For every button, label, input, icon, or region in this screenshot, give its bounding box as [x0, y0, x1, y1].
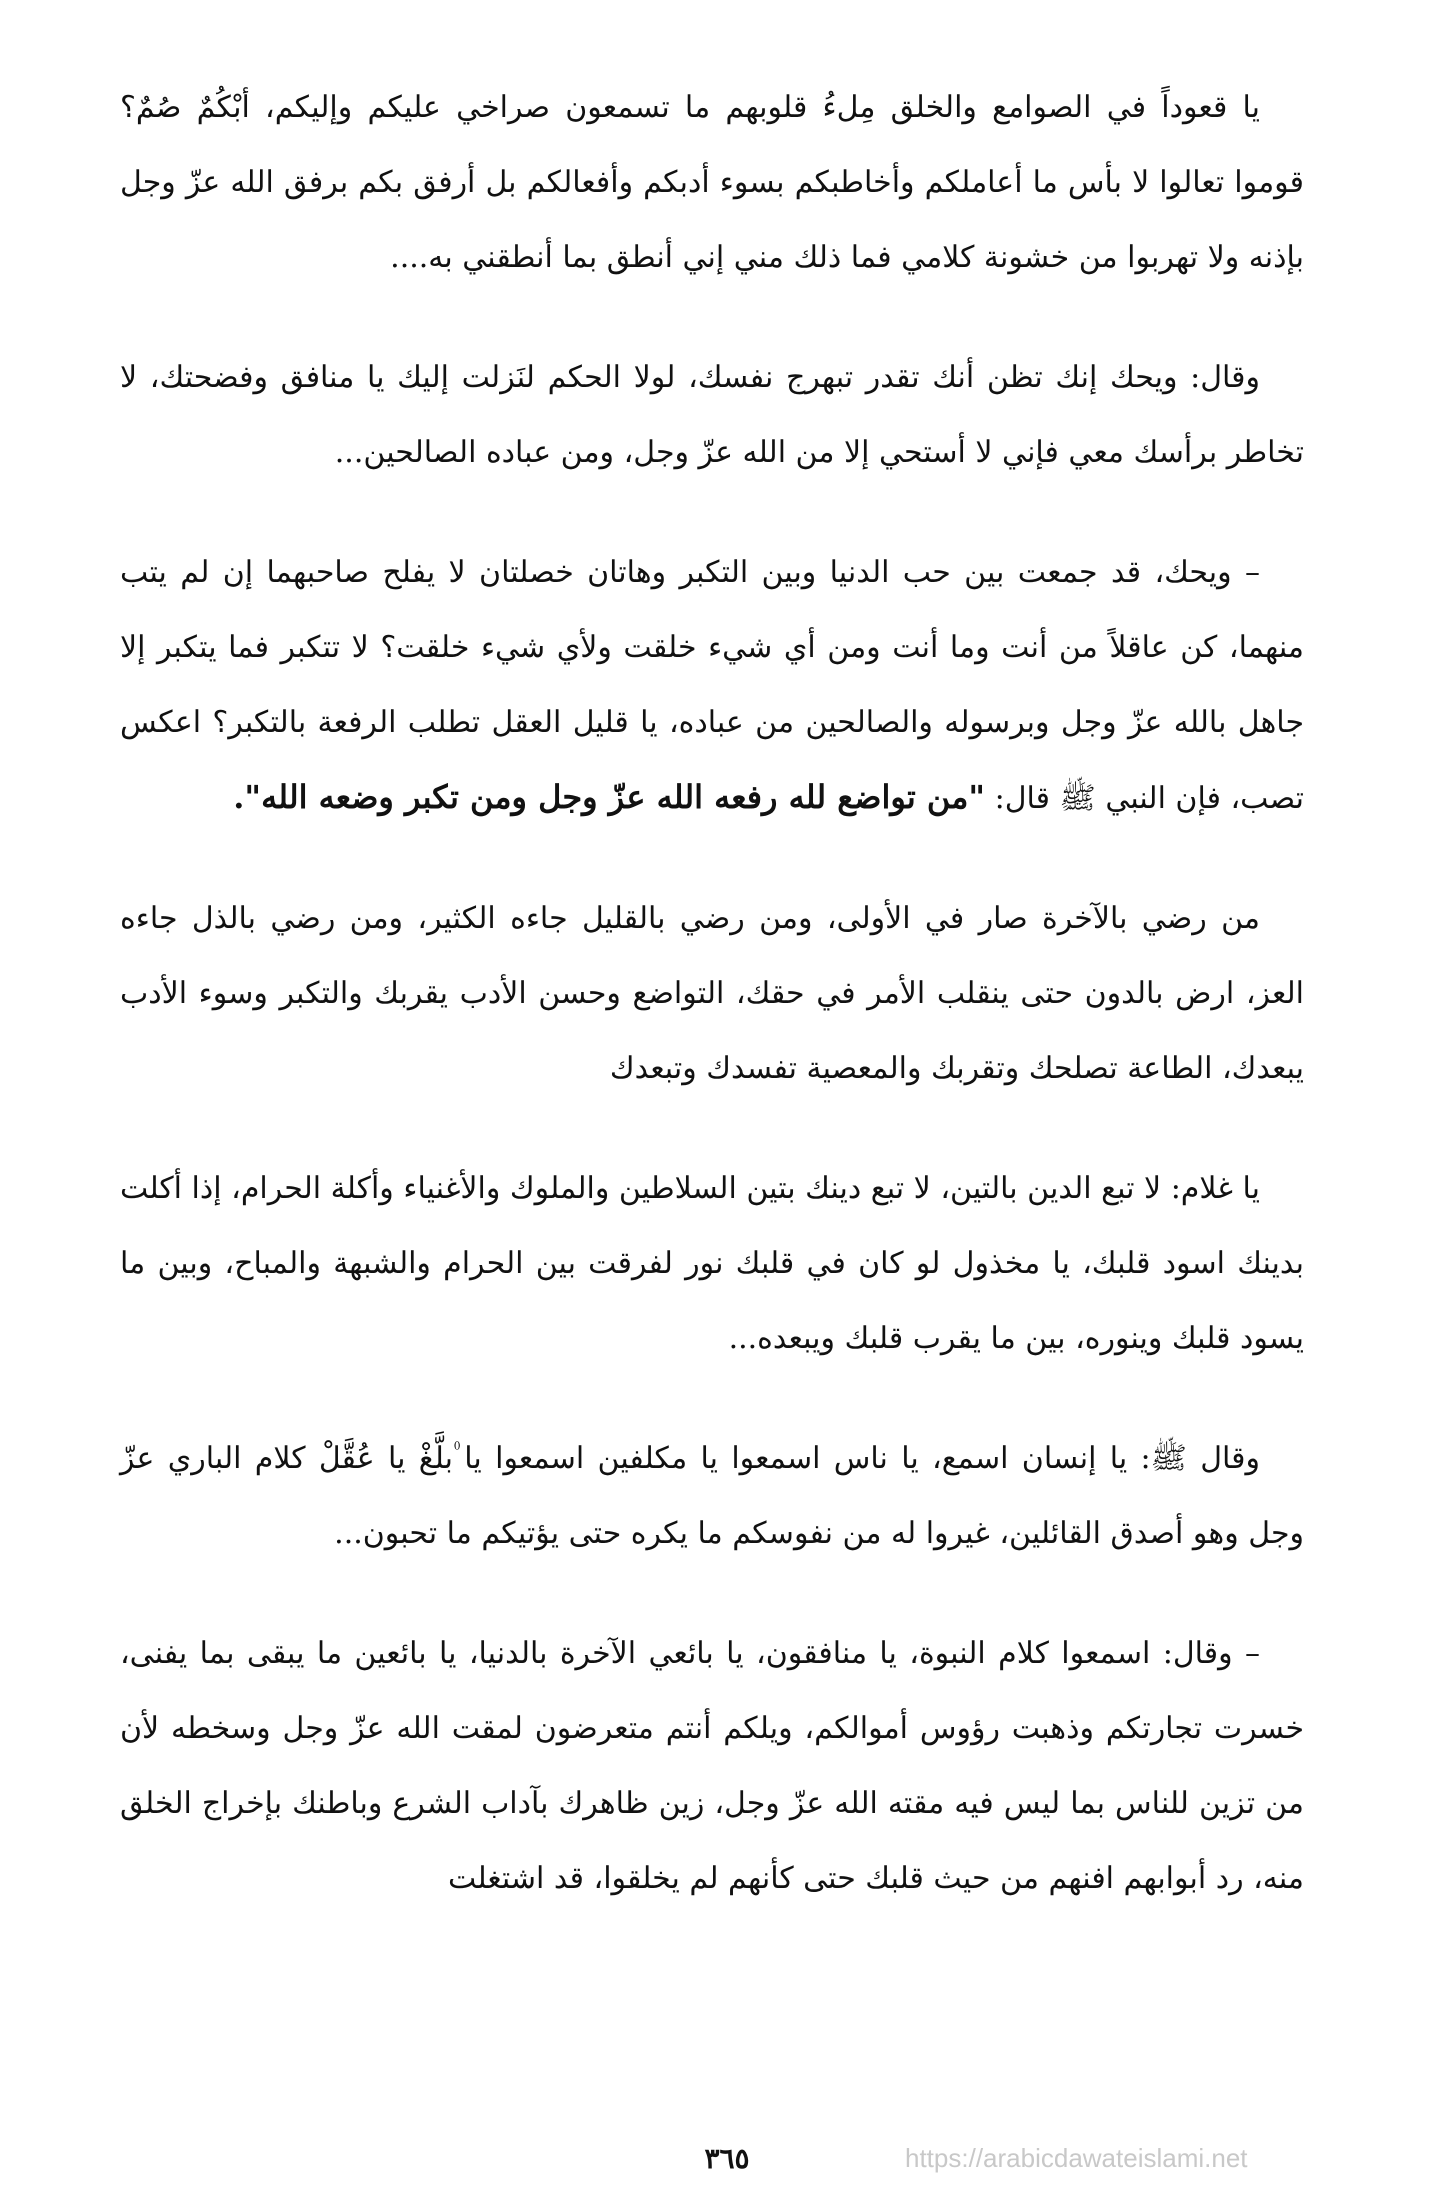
watermark-url: https://arabicdawateislami.net: [905, 2143, 1248, 2173]
paragraph-4-text: من رضي بالآخرة صار في الأولى، ومن رضي بالقليل جاءه الكثير، ومن رضي بالذل جاءه العز، ارض بالدون حتى ينقلب الأمر في حقك، التواضع وحسن الأدب يقربك والتكبر وسوء الأدب يبعدك، الطاعة تصلحك وتقربك والمعصية تفسدك وتبعدك: [120, 901, 1304, 1086]
hadith-quote: "من تواضع لله رفعه الله عزّ وجل ومن تكبر وضعه الله".: [233, 778, 986, 816]
paragraph-3: [120, 535, 1304, 836]
paragraph-1: [120, 70, 1304, 295]
paragraph-6-text: وقال ﷺ: يا إنسان اسمع، يا ناس اسمعوا يا مكلفين اسمعوا يا ۠بلَّغْ يا عُقَّلْ كلام الباري عزّ وجل وهو أصدق القائلين، غيروا له من نفوسكم ما يكره حتى يؤتيكم ما تحبون...: [120, 1441, 1304, 1551]
body-text: [120, 70, 1304, 1961]
paragraph-5-text: يا غلام: لا تبع الدين بالتين، لا تبع دينك بتين السلاطين والملوك والأغنياء وأكلة الحرام، إذا أكلت بدينك اسود قلبك، يا مخذول لو كان في قلبك نور لفرقت بين الحرام والشبهة والمباح، وبين ما يسود قلبك وينوره، بين ما يقرب قلبك ويبعده...: [120, 1171, 1304, 1356]
paragraph-6: [120, 1421, 1304, 1571]
paragraph-4: [120, 881, 1304, 1106]
paragraph-2: [120, 340, 1304, 490]
paragraph-2-text: وقال: ويحك إنك تظن أنك تقدر تبهرج نفسك، لولا الحكم لنَزلت إليك يا منافق وفضحتك، لا تخاطر برأسك معي فإني لا أستحي إلا من الله عزّ وجل، ومن عباده الصالحين...: [120, 360, 1304, 470]
paragraph-5: [120, 1151, 1304, 1376]
paragraph-3-text: – ويحك، قد جمعت بين حب الدنيا وبين التكبر وهاتان خصلتان لا يفلح صاحبهما إن لم يتب منهما، كن عاقلاً من أنت وما أنت ومن أي شيء خلقت ولأي شيء خلقت؟ لا تتكبر فما يتكبر إلا جاهل بالله عزّ وجل وبرسوله والصالحين من عباده، يا قليل العقل تطلب الرفعة بالتكبر؟ اعكس تصب، فإن النبي ﷺ قال:: [120, 555, 1304, 816]
paragraph-7-text: – وقال: اسمعوا كلام النبوة، يا منافقون، يا بائعي الآخرة بالدنيا، يا بائعين ما يبقى بما يفنى، خسرت تجارتكم وذهبت رؤوس أموالكم، ويلكم أنتم متعرضون لمقت الله عزّ وجل وسخطه لأن من تزين للناس بما ليس فيه مقته الله عزّ وجل، زين ظاهرك بآداب الشرع وباطنك بإخراج الخلق منه، رد أبوابهم افنهم من حيث قلبك حتى كأنهم لم يخلقوا، قد اشتغلت: [120, 1636, 1304, 1896]
paragraph-7: [120, 1616, 1304, 1916]
page-number: ٣٦٥: [704, 2142, 750, 2175]
paragraph-1-text: يا قعوداً في الصوامع والخلق مِلءُ قلوبهم ما تسمعون صراخي عليكم وإليكم، أبْكُمٌ صُمٌ؟ قوموا تعالوا لا بأس ما أعاملكم وأخاطبكم بسوء أدبكم وأفعالكم بل أرفق بكم برفق الله عزّ وجل بإذنه ولا تهربوا من خشونة كلامي فما ذلك مني إني أنطق بما أنطقني به....: [120, 90, 1304, 275]
